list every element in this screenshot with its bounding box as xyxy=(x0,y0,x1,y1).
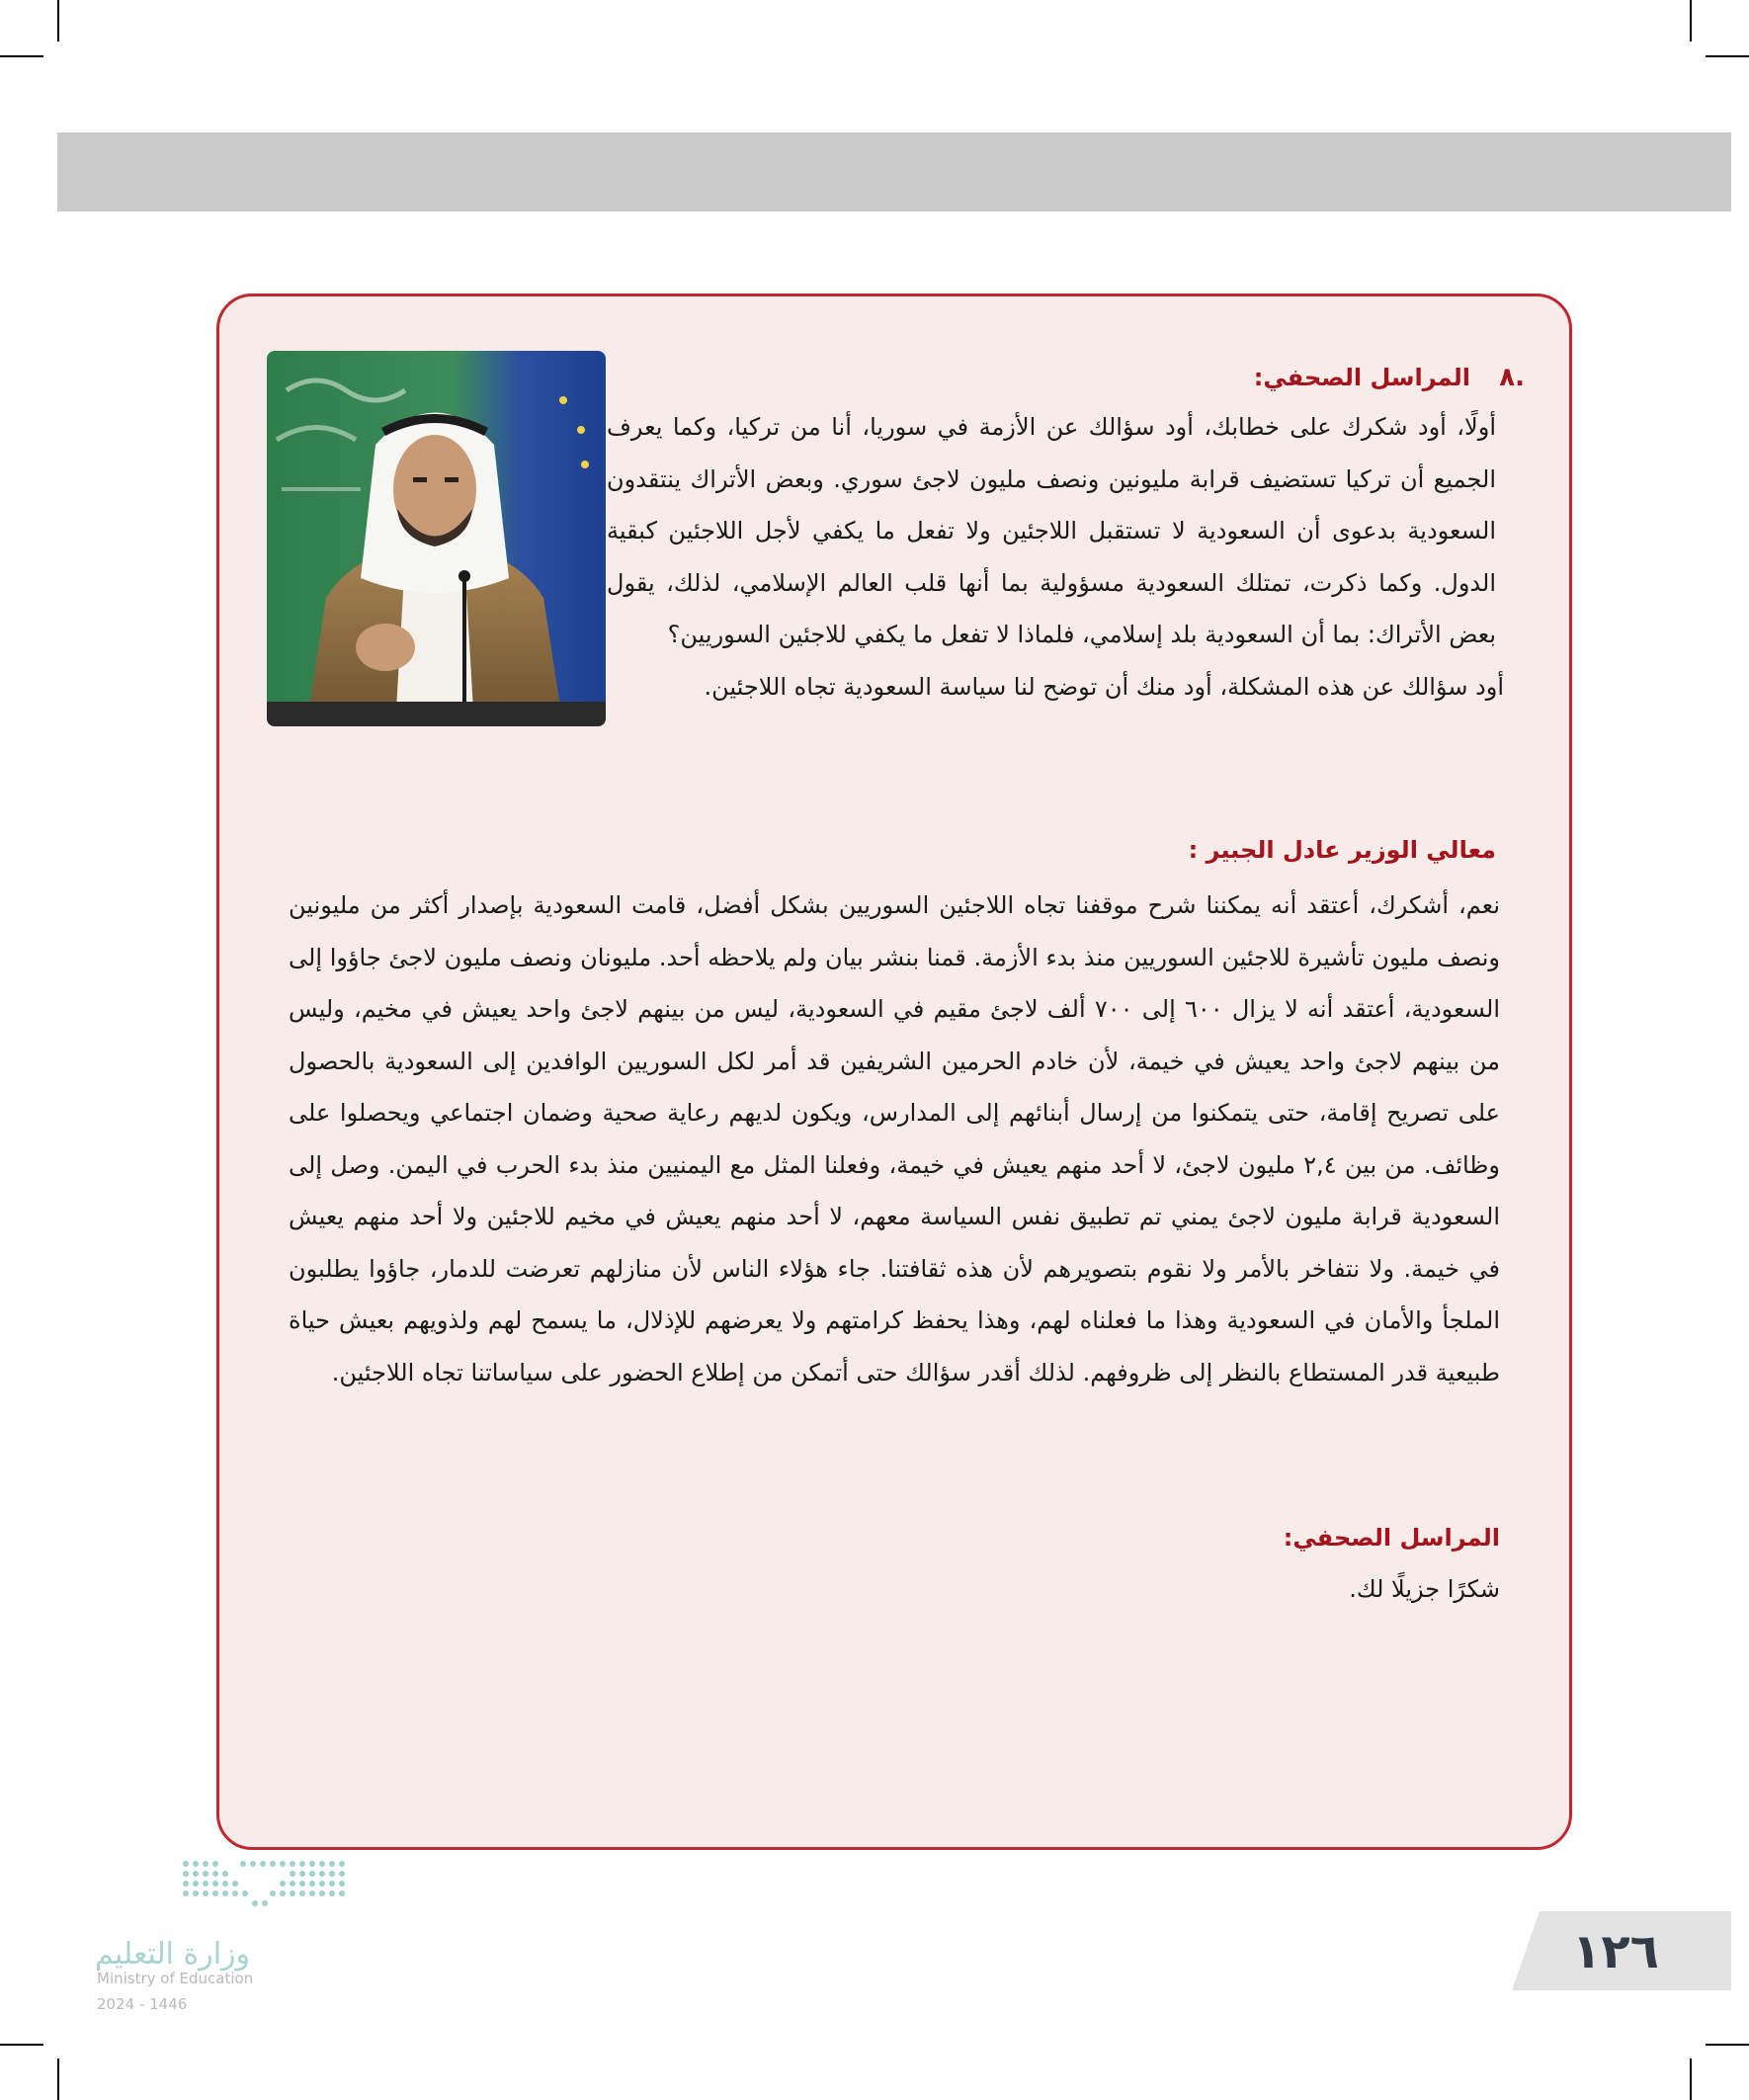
crop-mark xyxy=(1690,2058,1692,2100)
crop-mark xyxy=(0,2044,43,2046)
reporter-label: المراسل الصحفي: xyxy=(1253,364,1470,391)
answer-text: نعم، أشكرك، أعتقد أنه يمكننا شرح موقفنا تجاه اللاجئين السوريين بشكل أفضل، قامت السعودية بإصدار أكثر من مليونين ونصف مليون تأشيرة للاجئين السوريين منذ بدء الأزمة. قمنا بنشر بيان ولم يلاحظه أحد. مليونان ونصف مليون لاجئ جاؤوا إلى السعودية، أعتقد أنه لا يزال ٦٠٠ إلى ٧٠٠ ألف لاجئ مقيم في السعودية، ليس من بينهم لاجئ واحد يعيش في مخيم، وليس من بينهم لاجئ واحد يعيش في خيمة، لأن خادم الحرمين الشريفين قد أمر لكل السوريين الوافدين إلى السعودية بالحصول على تصريح إقامة، حتى يتمكنوا من إرسال أبنائهم إلى المدارس، ويكون لديهم رعاية صحية وضمان اجتماعي ويحصلوا على وظائف. من بين ٢,٤ مليون لاجئ، لا أحد منهم يعيش في خيمة، وفعلنا المثل مع اليمنيين منذ بدء الحرب في اليمن. وصل إلى السعودية قرابة مليون لاجئ يمني تم تطبيق نفس السياسة معهم، لا أحد منهم يعيش في مخيم للاجئين ولا أحد منهم يعيش في خيمة. ولا نتفاخر بالأمر ولا نقوم بتصويرهم لأن هذه ثقافتنا. جاء هؤلاء الناس لأن منازلهم تعرضت للدمار، جاؤوا يطلبون الملجأ والأمان في السعودية وهذا ما فعلناه لهم، وهذا يحفظ كرامتهم ولا يعرضهم للإذلال، ما يسمح لهم ولذويهم بعيش حياة طبيعية قدر المستطاع بالنظر إلى ظروفهم. لذلك أقدر سؤالك حتى أتمكن من إطلاع الحضور على سياساتنا تجاه اللاجئين. xyxy=(289,891,1501,1386)
ministry-dots-icon xyxy=(95,1858,372,1937)
reporter-followup-text: شكرًا جزيلًا لك. xyxy=(1349,1575,1500,1603)
minister-label: معالي الوزير عادل الجبير : xyxy=(1188,836,1496,864)
header-band xyxy=(57,132,1731,211)
ministry-year: 2024 - 1446 xyxy=(97,1995,188,2013)
crop-mark xyxy=(1706,55,1749,57)
page-number: ١٢٦ xyxy=(1572,1924,1659,1979)
reporter-followup-label: المراسل الصحفي: xyxy=(1283,1524,1500,1552)
question-closing: أود سؤالك عن هذه المشكلة، أود منك أن توضح لنا سياسة السعودية تجاه اللاجئين. xyxy=(704,672,1504,701)
crop-mark xyxy=(57,0,59,42)
question-paragraph xyxy=(607,401,1504,713)
answer-paragraph xyxy=(289,880,1500,1398)
crop-mark xyxy=(1706,2044,1749,2046)
crop-mark xyxy=(57,2058,59,2100)
crop-mark xyxy=(1690,0,1692,42)
question-number: .٨ xyxy=(1499,363,1525,392)
crop-mark xyxy=(0,55,43,57)
question-text: أولًا، أود شكرك على خطابك، أود سؤالك عن الأزمة في سوريا، أنا من تركيا، وكما يعرف الجميع أن تركيا تستضيف قرابة مليونين ونصف مليون لاجئ سوري. وبعض الأتراك ينتقدون السعودية بدعوى أن السعودية لا تستقبل اللاجئين ولا تفعل ما يكفي لأجل اللاجئين كبقية الدول. وكما ذكرت، تمتلك السعودية مسؤولية بما أنها قلب العالم الإسلامي، لذلك، يقول بعض الأتراك: بما أن السعودية بلد إسلامي، فلماذا لا تفعل ما يكفي للاجئين السوريين؟ xyxy=(607,413,1496,648)
ministry-name-ar: وزارة التعليم xyxy=(95,1937,251,1972)
ministry-name-en: Ministry of Education xyxy=(97,1970,254,1987)
